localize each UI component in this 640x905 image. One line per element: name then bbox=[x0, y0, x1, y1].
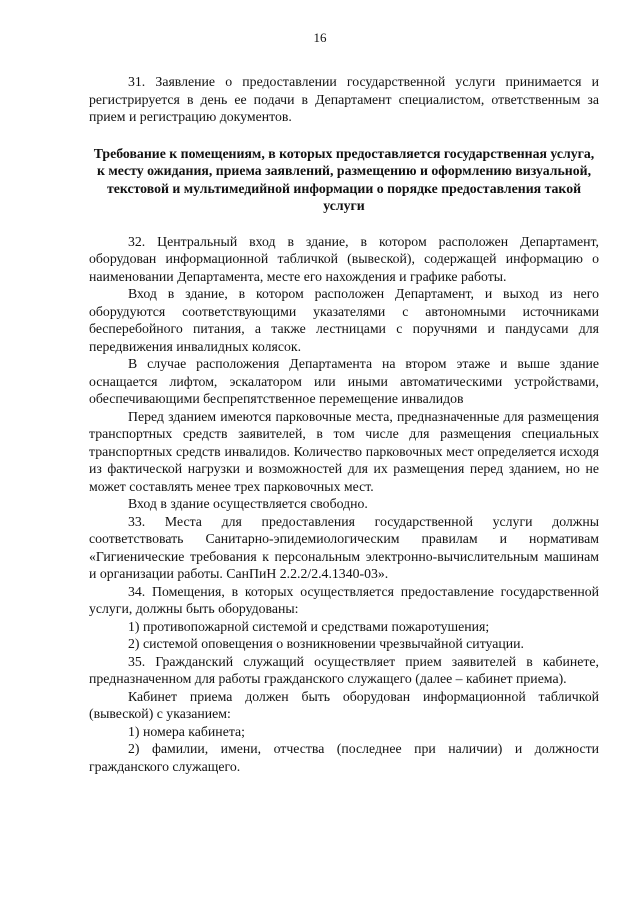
paragraph-32-floor: В случае расположения Департамента на втором этаже и выше здание оснащается лифтом, эскалатором или иными автоматическими устройствами, обеспечивающими беспрепятственное перемещение инвалидов bbox=[89, 356, 599, 406]
paragraph-33: 33. Места для предоставления государственной услуги должны соответствовать Санитарно-эпидемиологическим правилам и нормативам «Гигиенические требования к персональным электронно-вычислительным машинам и организации работы. СанПиН 2.2.2/2.4.1340-03». bbox=[89, 513, 599, 581]
paragraph-34-item-2: 2) системой оповещения о возникновении чрезвычайной ситуации. bbox=[128, 636, 524, 651]
paragraph-32-parking: Перед зданием имеются парковочные места, предназначенные для размещения транспортных средств заявителей, в том числе для размещения специальных транспортных средств инвалидов. Количество парковочных мест определяется исходя из фактической нагрузки и возможностей для их размещения перед зданием, но не может составлять менее трех парковочных мест. bbox=[89, 408, 599, 494]
paragraph-34: 34. Помещения, в которых осуществляется предоставление государственной услуги, должны быть оборудованы: bbox=[89, 583, 599, 616]
paragraph-32-free-entry: Вход в здание осуществляется свободно. bbox=[128, 496, 368, 511]
paragraph-35-item-1: 1) номера кабинета; bbox=[128, 723, 245, 739]
paragraph-32-entrance: Вход в здание, в котором расположен Департамент, и выход из него оборудуются соответствующими указателями с автономными источниками бесперебойного питания, а также лестницами с поручнями и пандусами для передвижения инвалидных колясок. bbox=[89, 286, 599, 354]
paragraph-35: 35. Гражданский служащий осуществляет прием заявителей в кабинете, предназначенном для работы гражданского служащего (далее – кабинет приема). bbox=[89, 653, 599, 686]
document-body bbox=[89, 73, 599, 775]
page-number: 16 bbox=[313, 30, 327, 45]
paragraph-35-sign: Кабинет приема должен быть оборудован информационной табличкой (вывеской) с указанием: bbox=[89, 688, 599, 721]
section-heading: Требование к помещениям, в которых предоставляется государственная услуга, к месту ожидания, приема заявлений, размещению и оформлению визуальной, текстовой и мультимедийной информации о порядке предоставления такой услуги bbox=[93, 145, 595, 213]
paragraph-31: 31. Заявление о предоставлении государственной услуги принимается и регистрируется в день ее подачи в Департамент специалистом, ответственным за прием и регистрацию документов. bbox=[89, 74, 599, 124]
paragraph-32: 32. Центральный вход в здание, в котором расположен Департамент, оборудован информационной табличкой (вывеской), содержащей информацию о наименовании Департамента, месте его нахождения и графике работы. bbox=[89, 233, 599, 284]
paragraph-34-item-1: 1) противопожарной системой и средствами пожаротушения; bbox=[128, 618, 490, 634]
paragraph-35-item-2: 2) фамилии, имени, отчества (последнее при наличии) и должности гражданского служащего. bbox=[89, 741, 599, 774]
